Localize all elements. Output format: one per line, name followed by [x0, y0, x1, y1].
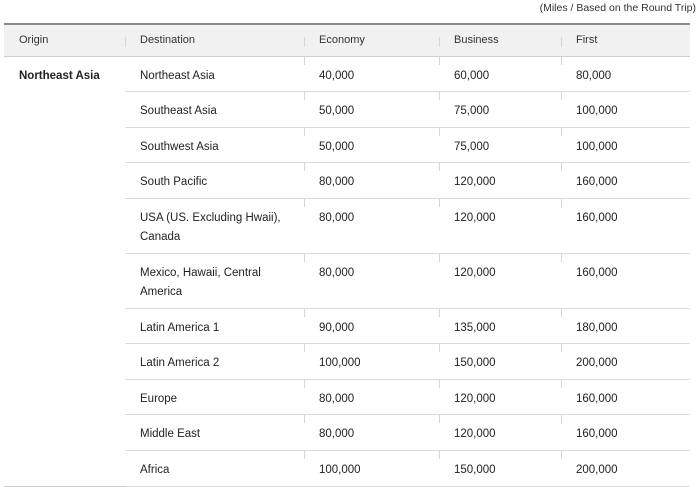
economy-cell: 80,000 [304, 379, 439, 414]
destination-cell: Middle East [125, 414, 304, 450]
economy-cell: 80,000 [304, 198, 439, 253]
business-cell: 120,000 [439, 253, 561, 308]
destination-cell: Europe [125, 379, 304, 414]
header-business: Business [439, 24, 561, 56]
first-cell: 160,000 [561, 198, 690, 253]
destination-cell: South Pacific [125, 162, 304, 198]
business-cell: 150,000 [439, 450, 561, 486]
business-cell: 120,000 [439, 162, 561, 198]
business-cell: 120,000 [439, 379, 561, 414]
economy-cell: 100,000 [304, 343, 439, 379]
business-cell: 120,000 [439, 198, 561, 253]
first-cell: 160,000 [561, 379, 690, 414]
business-cell: 60,000 [439, 56, 561, 91]
destination-cell: USA (US. Excluding Hwaii), Canada [125, 198, 304, 253]
economy-cell: 40,000 [304, 56, 439, 91]
first-cell: 80,000 [561, 56, 690, 91]
header-destination: Destination [125, 24, 304, 56]
first-cell: 200,000 [561, 450, 690, 486]
header-first: First [561, 24, 690, 56]
origin-cell: Northeast Asia [4, 56, 125, 486]
economy-cell: 50,000 [304, 127, 439, 162]
table-header-row [4, 24, 690, 56]
first-cell: 180,000 [561, 308, 690, 343]
first-cell: 160,000 [561, 162, 690, 198]
destination-cell: Southeast Asia [125, 91, 304, 127]
header-origin: Origin [4, 24, 125, 56]
table-note: (Miles / Based on the Round Trip) [539, 2, 696, 14]
economy-cell: 80,000 [304, 162, 439, 198]
economy-cell: 90,000 [304, 308, 439, 343]
destination-cell: Northeast Asia [125, 56, 304, 91]
destination-cell: Latin America 1 [125, 308, 304, 343]
first-cell: 200,000 [561, 343, 690, 379]
table-row [4, 56, 690, 91]
destination-cell: Southwest Asia [125, 127, 304, 162]
economy-cell: 80,000 [304, 253, 439, 308]
first-cell: 160,000 [561, 253, 690, 308]
destination-cell: Latin America 2 [125, 343, 304, 379]
business-cell: 75,000 [439, 127, 561, 162]
business-cell: 135,000 [439, 308, 561, 343]
economy-cell: 80,000 [304, 414, 439, 450]
first-cell: 100,000 [561, 127, 690, 162]
business-cell: 120,000 [439, 414, 561, 450]
destination-cell: Africa [125, 450, 304, 486]
header-economy: Economy [304, 24, 439, 56]
first-cell: 100,000 [561, 91, 690, 127]
economy-cell: 100,000 [304, 450, 439, 486]
destination-cell: Mexico, Hawaii, Central America [125, 253, 304, 308]
award-chart-table [4, 23, 690, 487]
business-cell: 150,000 [439, 343, 561, 379]
first-cell: 160,000 [561, 414, 690, 450]
economy-cell: 50,000 [304, 91, 439, 127]
business-cell: 75,000 [439, 91, 561, 127]
